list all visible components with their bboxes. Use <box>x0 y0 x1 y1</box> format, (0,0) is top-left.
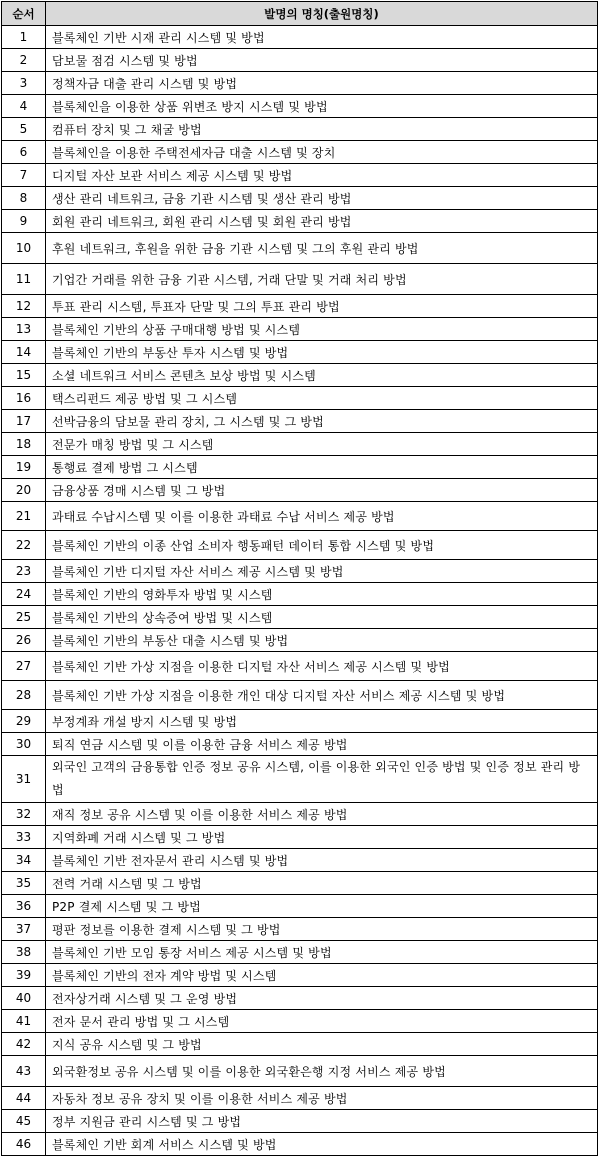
invention-title: 전력 거래 시스템 및 그 방법 <box>46 872 598 895</box>
invention-title: 전문가 매칭 방법 및 그 시스템 <box>46 433 598 456</box>
table-row <box>2 1033 598 1056</box>
invention-title: 회원 관리 네트워크, 회원 관리 시스템 및 회원 관리 방법 <box>46 210 598 233</box>
row-number: 6 <box>2 141 46 164</box>
table-row <box>2 95 598 118</box>
table-row <box>2 233 598 264</box>
invention-title: 디지털 자산 보관 서비스 제공 시스템 및 방법 <box>46 164 598 187</box>
table-row <box>2 918 598 941</box>
row-number: 25 <box>2 606 46 629</box>
table-row <box>2 987 598 1010</box>
row-number: 37 <box>2 918 46 941</box>
row-number: 3 <box>2 72 46 95</box>
invention-title: 블록체인 기반 모임 통장 서비스 제공 시스템 및 방법 <box>46 941 598 964</box>
table-row <box>2 72 598 95</box>
table-row <box>2 652 598 681</box>
row-number: 7 <box>2 164 46 187</box>
row-number: 19 <box>2 456 46 479</box>
table-row <box>2 560 598 583</box>
row-number: 14 <box>2 341 46 364</box>
table-row <box>2 164 598 187</box>
table-row <box>2 895 598 918</box>
invention-title: 정부 지원금 관리 시스템 및 그 방법 <box>46 1110 598 1133</box>
row-number: 30 <box>2 733 46 756</box>
row-number: 27 <box>2 652 46 681</box>
table-row <box>2 583 598 606</box>
invention-title: 자동차 정보 공유 장치 및 이를 이용한 서비스 제공 방법 <box>46 1087 598 1110</box>
invention-title: 블록체인 기반의 전자 계약 방법 및 시스템 <box>46 964 598 987</box>
table-row <box>2 964 598 987</box>
table-row <box>2 1010 598 1033</box>
invention-title: 퇴직 연금 시스템 및 이를 이용한 금융 서비스 제공 방법 <box>46 733 598 756</box>
row-number: 20 <box>2 479 46 502</box>
table-row <box>2 387 598 410</box>
row-number: 39 <box>2 964 46 987</box>
table-row <box>2 531 598 560</box>
row-number: 45 <box>2 1110 46 1133</box>
table-row <box>2 849 598 872</box>
table-row <box>2 872 598 895</box>
row-number: 12 <box>2 295 46 318</box>
invention-title: 블록체인 기반 가상 지점을 이용한 개인 대상 디지털 자산 서비스 제공 시스템 및 방법 <box>46 681 598 710</box>
row-number: 29 <box>2 710 46 733</box>
table-row <box>2 26 598 49</box>
header-number: 순서 <box>2 2 46 26</box>
invention-title: 블록체인 기반 디지털 자산 서비스 제공 시스템 및 방법 <box>46 560 598 583</box>
invention-title: 블록체인 기반 가상 지점을 이용한 디지털 자산 서비스 제공 시스템 및 방법 <box>46 652 598 681</box>
invention-title: 후원 네트워크, 후원을 위한 금융 기관 시스템 및 그의 후원 관리 방법 <box>46 233 598 264</box>
row-number: 16 <box>2 387 46 410</box>
invention-title: 전자 문서 관리 방법 및 그 시스템 <box>46 1010 598 1033</box>
header-title: 발명의 명칭(출원명칭) <box>46 2 598 26</box>
invention-title: 선박금융의 담보물 관리 장치, 그 시스템 및 그 방법 <box>46 410 598 433</box>
table-row <box>2 941 598 964</box>
invention-title: 전자상거래 시스템 및 그 운영 방법 <box>46 987 598 1010</box>
table-row <box>2 502 598 531</box>
invention-title: P2P 결제 시스템 및 그 방법 <box>46 895 598 918</box>
row-number: 31 <box>2 756 46 803</box>
table-row <box>2 433 598 456</box>
row-number: 1 <box>2 26 46 49</box>
row-number: 9 <box>2 210 46 233</box>
table-row <box>2 187 598 210</box>
table-row <box>2 49 598 72</box>
row-number: 5 <box>2 118 46 141</box>
table-row <box>2 1133 598 1156</box>
invention-title: 외국인 고객의 금융통합 인증 정보 공유 시스템, 이를 이용한 외국인 인증 방법 및 인증 정보 관리 방법 <box>46 756 598 803</box>
invention-title: 외국환정보 공유 시스템 및 이를 이용한 외국환은행 지정 서비스 제공 방법 <box>46 1056 598 1087</box>
row-number: 22 <box>2 531 46 560</box>
invention-title: 투표 관리 시스템, 투표자 단말 및 그의 투표 관리 방법 <box>46 295 598 318</box>
invention-title: 소셜 네트워크 서비스 콘텐츠 보상 방법 및 시스템 <box>46 364 598 387</box>
invention-title: 통행료 결제 방법 그 시스템 <box>46 456 598 479</box>
row-number: 38 <box>2 941 46 964</box>
table-row <box>2 456 598 479</box>
table-row <box>2 710 598 733</box>
row-number: 4 <box>2 95 46 118</box>
row-number: 35 <box>2 872 46 895</box>
table-header-row <box>2 2 598 26</box>
invention-title: 기업간 거래를 위한 금융 기관 시스템, 거래 단말 및 거래 처리 방법 <box>46 264 598 295</box>
invention-title: 정책자금 대출 관리 시스템 및 방법 <box>46 72 598 95</box>
table-row <box>2 410 598 433</box>
row-number: 21 <box>2 502 46 531</box>
table-row <box>2 1087 598 1110</box>
row-number: 13 <box>2 318 46 341</box>
patent-table <box>1 1 598 1156</box>
invention-title: 블록체인 기반의 이종 산업 소비자 행동패턴 데이터 통합 시스템 및 방법 <box>46 531 598 560</box>
row-number: 17 <box>2 410 46 433</box>
row-number: 36 <box>2 895 46 918</box>
table-row <box>2 1056 598 1087</box>
table-row <box>2 118 598 141</box>
row-number: 26 <box>2 629 46 652</box>
table-row <box>2 318 598 341</box>
invention-title: 블록체인을 이용한 상품 위변조 방지 시스템 및 방법 <box>46 95 598 118</box>
row-number: 2 <box>2 49 46 72</box>
invention-title: 블록체인 기반의 상속증여 방법 및 시스템 <box>46 606 598 629</box>
table-row <box>2 364 598 387</box>
row-number: 32 <box>2 803 46 826</box>
invention-title: 블록체인 기반의 영화투자 방법 및 시스템 <box>46 583 598 606</box>
table-row <box>2 803 598 826</box>
row-number: 44 <box>2 1087 46 1110</box>
invention-title: 컴퓨터 장치 및 그 채굴 방법 <box>46 118 598 141</box>
row-number: 41 <box>2 1010 46 1033</box>
invention-title: 지역화폐 거래 시스템 및 그 방법 <box>46 826 598 849</box>
table-row <box>2 1110 598 1133</box>
row-number: 8 <box>2 187 46 210</box>
table-row <box>2 756 598 803</box>
invention-title: 블록체인을 이용한 주택전세자금 대출 시스템 및 장치 <box>46 141 598 164</box>
invention-title: 블록체인 기반 전자문서 관리 시스템 및 방법 <box>46 849 598 872</box>
row-number: 43 <box>2 1056 46 1087</box>
invention-title: 생산 관리 네트워크, 금융 기관 시스템 및 생산 관리 방법 <box>46 187 598 210</box>
row-number: 28 <box>2 681 46 710</box>
table-row <box>2 141 598 164</box>
invention-title: 재직 정보 공유 시스템 및 이를 이용한 서비스 제공 방법 <box>46 803 598 826</box>
table-row <box>2 341 598 364</box>
row-number: 34 <box>2 849 46 872</box>
table-row <box>2 264 598 295</box>
invention-title: 담보물 점검 시스템 및 방법 <box>46 49 598 72</box>
row-number: 18 <box>2 433 46 456</box>
row-number: 24 <box>2 583 46 606</box>
invention-title: 블록체인 기반 시재 관리 시스템 및 방법 <box>46 26 598 49</box>
invention-title: 블록체인 기반 회계 서비스 시스템 및 방법 <box>46 1133 598 1156</box>
row-number: 23 <box>2 560 46 583</box>
invention-title: 지식 공유 시스템 및 그 방법 <box>46 1033 598 1056</box>
table-row <box>2 629 598 652</box>
table-row <box>2 826 598 849</box>
table-body <box>2 26 598 1156</box>
row-number: 40 <box>2 987 46 1010</box>
table-row <box>2 733 598 756</box>
invention-title: 부정계좌 개설 방지 시스템 및 방법 <box>46 710 598 733</box>
invention-title: 과태료 수납시스템 및 이를 이용한 과태료 수납 서비스 제공 방법 <box>46 502 598 531</box>
invention-title: 블록체인 기반의 부동산 투자 시스템 및 방법 <box>46 341 598 364</box>
invention-title: 블록체인 기반의 상품 구매대행 방법 및 시스템 <box>46 318 598 341</box>
row-number: 11 <box>2 264 46 295</box>
row-number: 33 <box>2 826 46 849</box>
invention-title: 택스리펀드 제공 방법 및 그 시스템 <box>46 387 598 410</box>
invention-title: 금융상품 경매 시스템 및 그 방법 <box>46 479 598 502</box>
row-number: 42 <box>2 1033 46 1056</box>
row-number: 46 <box>2 1133 46 1156</box>
invention-title: 평판 정보를 이용한 결제 시스템 및 그 방법 <box>46 918 598 941</box>
table-row <box>2 479 598 502</box>
invention-title: 블록체인 기반의 부동산 대출 시스템 및 방법 <box>46 629 598 652</box>
table-row <box>2 210 598 233</box>
table-row <box>2 681 598 710</box>
table-row <box>2 295 598 318</box>
row-number: 15 <box>2 364 46 387</box>
row-number: 10 <box>2 233 46 264</box>
table-row <box>2 606 598 629</box>
